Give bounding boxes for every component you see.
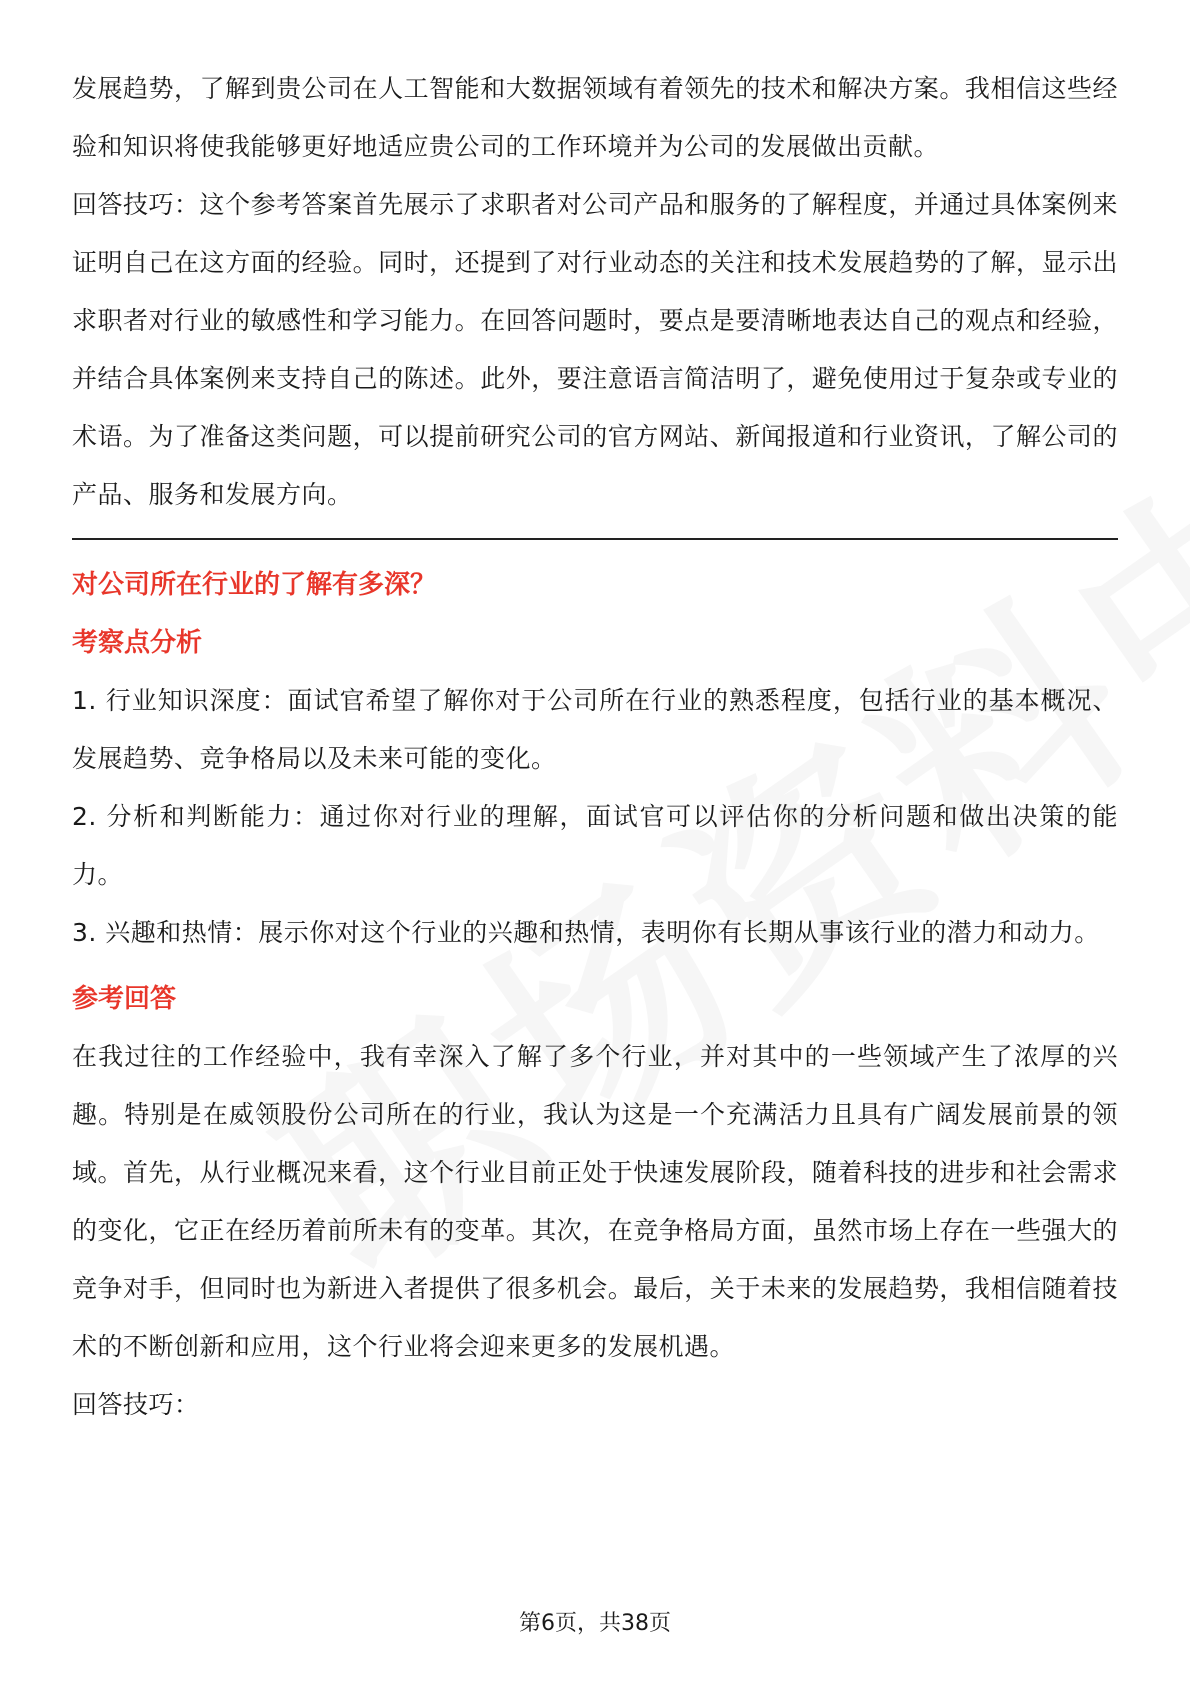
page-content: [72, 60, 1118, 1434]
analysis-point: 2. 分析和判断能力：通过你对行业的理解，面试官可以评估你的分析问题和做出决策的能力。: [72, 802, 1118, 889]
reference-tips: 回答技巧：: [72, 1390, 200, 1419]
question-title: 对公司所在行业的了解有多深？: [72, 570, 437, 600]
spacer: [72, 962, 1118, 970]
analysis-point: 1. 行业知识深度：面试官希望了解你对于公司所在行业的熟悉程度，包括行业的基本概况、发展趋势、竞争格局以及未来可能的变化。: [72, 686, 1118, 773]
analysis-heading: 考察点分析: [72, 628, 203, 658]
analysis-point: 3. 兴趣和热情：展示你对这个行业的兴趣和热情，表明你有长期从事该行业的潜力和动力。: [72, 918, 1100, 947]
reference-heading: 参考回答: [72, 984, 177, 1014]
section-divider: [72, 538, 1118, 540]
intro-paragraph: 发展趋势，了解到贵公司在人工智能和大数据领域有着领先的技术和解决方案。我相信这些经验和知识将使我能够更好地适应贵公司的工作环境并为公司的发展做出贡献。: [72, 74, 1118, 161]
reference-answer: 在我过往的工作经验中，我有幸深入了解了多个行业，并对其中的一些领域产生了浓厚的兴趣。特别是在威领股份公司所在的行业，我认为这是一个充满活力且具有广阔发展前景的领域。首先，从行业概况来看，这个行业目前正处于快速发展阶段，随着科技的进步和社会需求的变化，它正在经历着前所未有的变革。其次，在竞争格局方面，虽然市场上存在一些强大的竞争对手，但同时也为新进入者提供了很多机会。最后，关于未来的发展趋势，我相信随着技术的不断创新和应用，这个行业将会迎来更多的发展机遇。: [72, 1042, 1118, 1361]
tips-paragraph: 回答技巧：这个参考答案首先展示了求职者对公司产品和服务的了解程度，并通过具体案例来证明自己在这方面的经验。同时，还提到了对行业动态的关注和技术发展趋势的了解，显示出求职者对行业的敏感性和学习能力。在回答问题时，要点是要清晰地表达自己的观点和经验，并结合具体案例来支持自己的陈述。此外，要注意语言简洁明了，避免使用过于复杂或专业的术语。为了准备这类问题，可以提前研究公司的官方网站、新闻报道和行业资讯，了解公司的产品、服务和发展方向。: [72, 190, 1118, 509]
page-footer: 第6页，共38页: [519, 1611, 671, 1636]
